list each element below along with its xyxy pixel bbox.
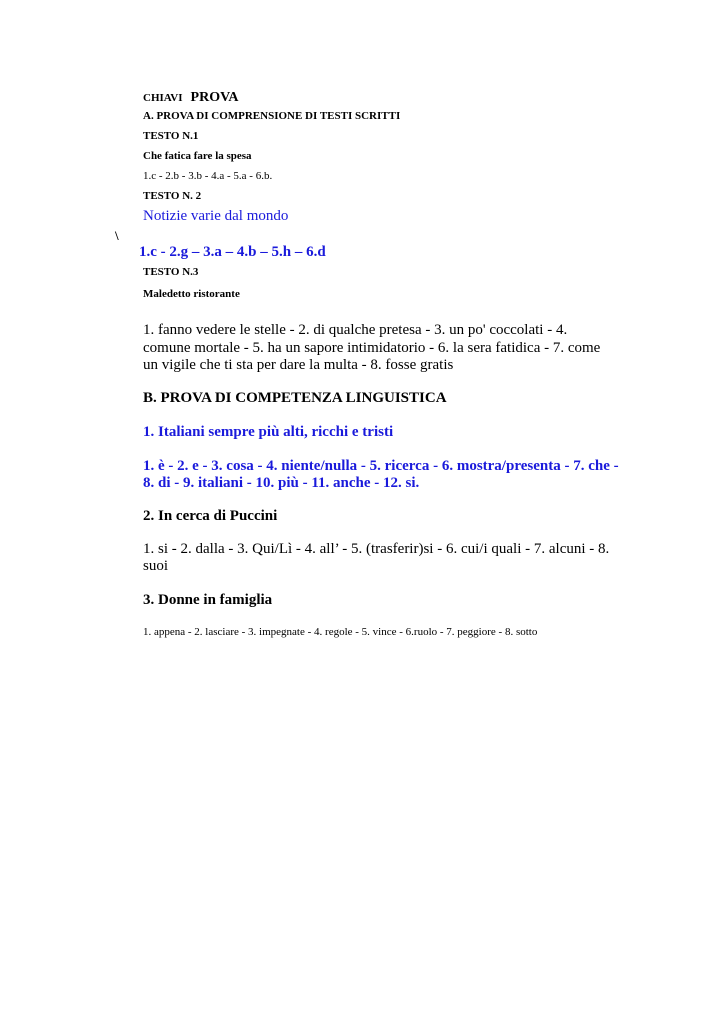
testo3-answers-line-3: un vigile che ti sta per dare la multa - 8. fosse gratis — [143, 357, 454, 373]
testo2-title: Notizie varie dal mondo — [143, 208, 289, 224]
header-chiavi: CHIAVI — [143, 92, 183, 104]
testo3-title: Maledetto ristorante — [143, 288, 240, 300]
ex2-answers-line-2: suoi — [143, 558, 169, 574]
testo3-answers-line-2: comune mortale - 5. ha un sapore intimidatorio - 6. la sera fatidica - 7. come — [143, 340, 601, 356]
testo1-title: Che fatica fare la spesa — [143, 150, 252, 162]
ex1-title: 1. Italiani sempre più alti, ricchi e tristi — [143, 424, 394, 440]
testo2-label: TESTO N. 2 — [143, 190, 202, 202]
testo2-answers: 1.c - 2.g – 3.a – 4.b – 5.h – 6.d — [139, 244, 326, 260]
ex1-answers-line-1: 1. è - 2. e - 3. cosa - 4. niente/nulla - 5. ricerca - 6. mostra/presenta - 7. che - — [143, 458, 619, 474]
ex3-answers: 1. appena - 2. lasciare - 3. impegnate - 4. regole - 5. vince - 6.ruolo - 7. peggiore - 8. sotto — [143, 626, 538, 638]
ex2-answers-line-1: 1. si - 2. dalla - 3. Qui/Lì - 4. all’ - 5. (trasferir)si - 6. cui/i quali - 7. alcuni - 8. — [143, 541, 610, 557]
testo3-label: TESTO N.3 — [143, 266, 199, 278]
ex2-title: 2. In cerca di Puccini — [143, 508, 278, 524]
header-prova: PROVA — [190, 90, 239, 105]
ex3-title: 3. Donne in famiglia — [143, 592, 273, 608]
stray-backslash: \ — [115, 228, 119, 243]
testo1-label: TESTO N.1 — [143, 130, 199, 142]
section-b-title: B. PROVA DI COMPETENZA LINGUISTICA — [143, 390, 447, 406]
testo3-answers-line-1: 1. fanno vedere le stelle - 2. di qualche pretesa - 3. un po' coccolati - 4. — [143, 322, 568, 338]
section-a-title: A. PROVA DI COMPRENSIONE DI TESTI SCRITTI — [143, 110, 401, 122]
ex1-answers-line-2: 8. di - 9. italiani - 10. più - 11. anche - 12. si. — [143, 475, 420, 491]
testo1-answers: 1.c - 2.b - 3.b - 4.a - 5.a - 6.b. — [143, 170, 273, 182]
header — [143, 88, 239, 106]
